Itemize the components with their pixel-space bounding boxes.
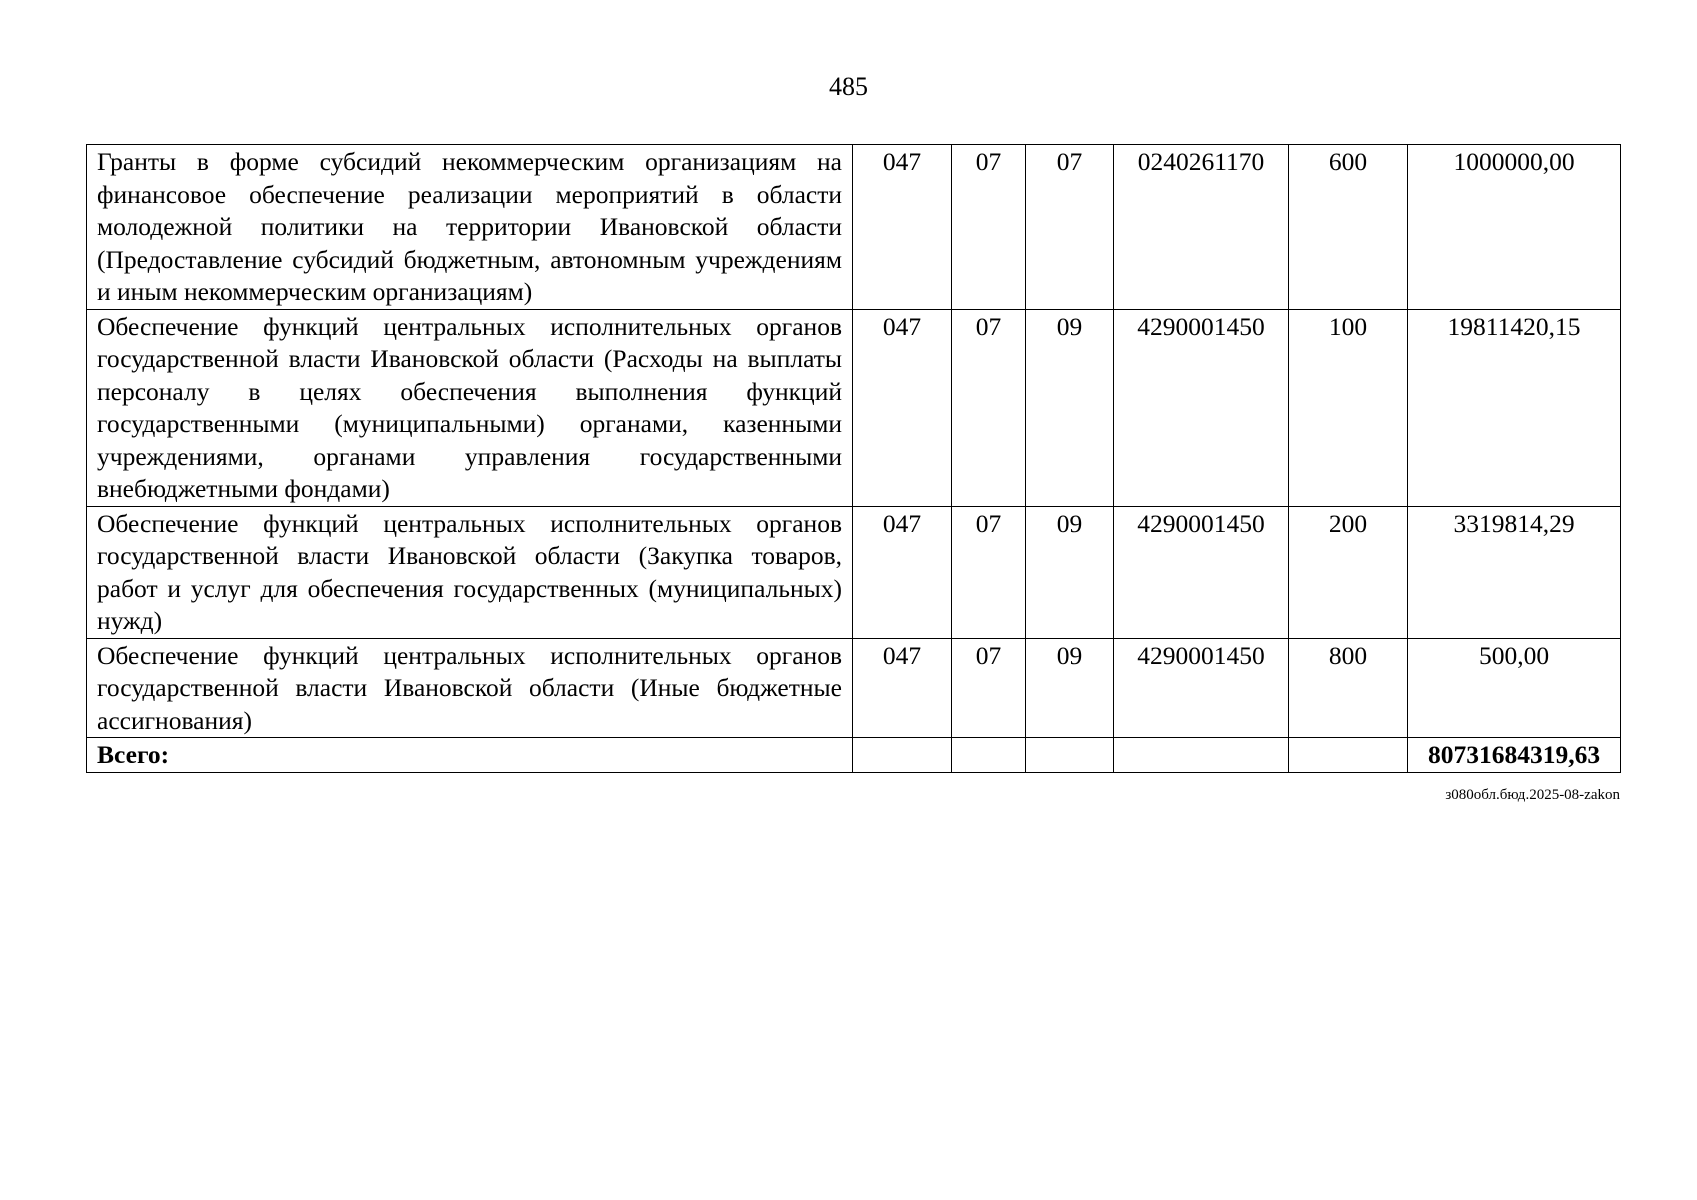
empty-cell bbox=[853, 738, 952, 773]
row-amount: 19811420,15 bbox=[1408, 309, 1621, 506]
row-ministry-code: 047 bbox=[853, 506, 952, 638]
total-amount: 80731684319,63 bbox=[1408, 738, 1621, 773]
row-target-code: 0240261170 bbox=[1114, 145, 1289, 310]
row-expense-type-code: 200 bbox=[1289, 506, 1408, 638]
table-row bbox=[87, 309, 1621, 506]
document-code: з080обл.бюд.2025-08-zakon bbox=[1445, 787, 1620, 803]
table-row bbox=[87, 506, 1621, 638]
row-subsection-code: 09 bbox=[1026, 309, 1114, 506]
table-row bbox=[87, 638, 1621, 738]
empty-cell bbox=[1026, 738, 1114, 773]
row-description: Обеспечение функций центральных исполнительных органов государственной власти Ивановской области (Иные бюджетные ассигнования) bbox=[87, 638, 853, 738]
row-description: Обеспечение функций центральных исполнительных органов государственной власти Ивановской области (Расходы на выплаты персоналу в целях обеспечения выполнения функций государственными (муниципальными) органами, казенными учреждениями, органами управления государственными внебюджетными фондами) bbox=[87, 309, 853, 506]
row-expense-type-code: 100 bbox=[1289, 309, 1408, 506]
row-amount: 500,00 bbox=[1408, 638, 1621, 738]
total-label: Всего: bbox=[87, 738, 853, 773]
empty-cell bbox=[952, 738, 1026, 773]
row-ministry-code: 047 bbox=[853, 145, 952, 310]
row-amount: 1000000,00 bbox=[1408, 145, 1621, 310]
budget-table bbox=[86, 144, 1621, 773]
row-target-code: 4290001450 bbox=[1114, 309, 1289, 506]
row-section-code: 07 bbox=[952, 309, 1026, 506]
total-row bbox=[87, 738, 1621, 773]
row-subsection-code: 09 bbox=[1026, 506, 1114, 638]
row-target-code: 4290001450 bbox=[1114, 638, 1289, 738]
row-subsection-code: 09 bbox=[1026, 638, 1114, 738]
table-row bbox=[87, 145, 1621, 310]
empty-cell bbox=[1289, 738, 1408, 773]
row-ministry-code: 047 bbox=[853, 309, 952, 506]
row-subsection-code: 07 bbox=[1026, 145, 1114, 310]
row-expense-type-code: 800 bbox=[1289, 638, 1408, 738]
row-section-code: 07 bbox=[952, 145, 1026, 310]
row-target-code: 4290001450 bbox=[1114, 506, 1289, 638]
row-section-code: 07 bbox=[952, 506, 1026, 638]
page-number: 485 bbox=[829, 72, 868, 101]
row-section-code: 07 bbox=[952, 638, 1026, 738]
row-expense-type-code: 600 bbox=[1289, 145, 1408, 310]
row-amount: 3319814,29 bbox=[1408, 506, 1621, 638]
row-ministry-code: 047 bbox=[853, 638, 952, 738]
row-description: Обеспечение функций центральных исполнительных органов государственной власти Ивановской области (Закупка товаров, работ и услуг для обеспечения государственных (муниципальных) нужд) bbox=[87, 506, 853, 638]
empty-cell bbox=[1114, 738, 1289, 773]
row-description: Гранты в форме субсидий некоммерческим организациям на финансовое обеспечение реализации мероприятий в области молодежной политики на территории Ивановской области (Предоставление субсидий бюджетным, автономным учреждениям и иным некоммерческим организациям) bbox=[87, 145, 853, 310]
